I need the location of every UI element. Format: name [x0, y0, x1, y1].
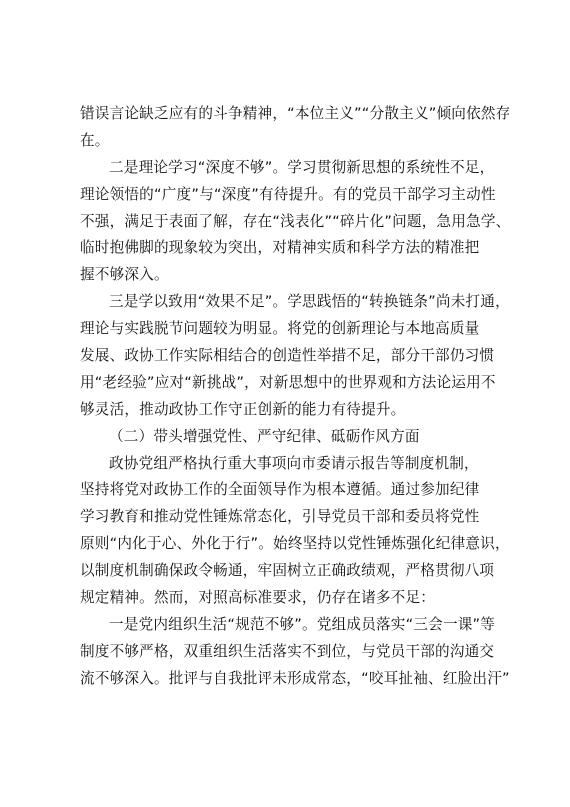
text-line: 不强，满足于表面了解，存在“浅表化”“碎片化”问题，急用急学、: [80, 212, 511, 230]
text-line: 临时抱佛脚的现象较为突出，对精神实质和科学方法的精准把: [80, 239, 480, 257]
text-line: 握不够深入。: [80, 266, 169, 284]
text-line: 原则“内化于心、外化于行”。始终坚持以党性锤炼强化纪律意识，: [80, 535, 510, 553]
text-line: 够灵活，推动政协工作守正创新的能力有待提升。: [80, 400, 406, 418]
text-line: 在。: [80, 131, 110, 149]
text-line: 以制度机制确保政令畅通，牢固树立正确政绩观，严格贯彻八项: [80, 562, 495, 580]
paragraph-start-line: 政协党组严格执行重大事项向市委请示报告等制度机制，: [109, 454, 479, 472]
text-line: 发展、政协工作实际相结合的创造性举措不足，部分干部仍习惯: [80, 347, 495, 365]
document-body: [80, 101, 510, 693]
paragraph-start-line: 一是党内组织生活“规范不够”。党组成员落实“三会一课”等: [109, 615, 496, 633]
text-line: 坚持将党对政协工作的全面领导作为根本遵循。通过参加纪律: [80, 481, 480, 499]
text-line: 流不够深入。批评与自我批评未形成常态，“咬耳扯袖、红脸出汗”: [80, 669, 510, 687]
text-line: 规定精神。然而，对照高标准要求，仍存在诸多不足：: [80, 589, 436, 607]
text-line: 理论与实践脱节问题较为明显。将党的创新理论与本地高质量: [80, 320, 480, 338]
text-line: 理论领悟的“广度”与“深度”有待提升。有的党员干部学习主动性: [80, 185, 496, 203]
text-line: 错误言论缺乏应有的斗争精神，“本位主义”“分散主义”倾向依然存: [80, 105, 511, 122]
section-heading: （二）带头增强党性、严守纪律、砥砺作风方面: [109, 427, 420, 445]
text-line: 用“老经验”应对“新挑战”，对新思想中的世界观和方法论运用不: [80, 373, 496, 391]
text-line: 学习教育和推动党性锤炼常态化，引导党员干部和委员将党性: [80, 508, 480, 526]
paragraph-start-line: 二是理论学习“深度不够”。学习贯彻新思想的系统性不足，: [109, 158, 495, 176]
text-line: 制度不够严格，双重组织生活落实不到位，与党员干部的沟通交: [80, 642, 495, 660]
paragraph-start-line: 三是学以致用“效果不足”。学思践悟的“转换链条”尚未打通，: [109, 293, 510, 311]
